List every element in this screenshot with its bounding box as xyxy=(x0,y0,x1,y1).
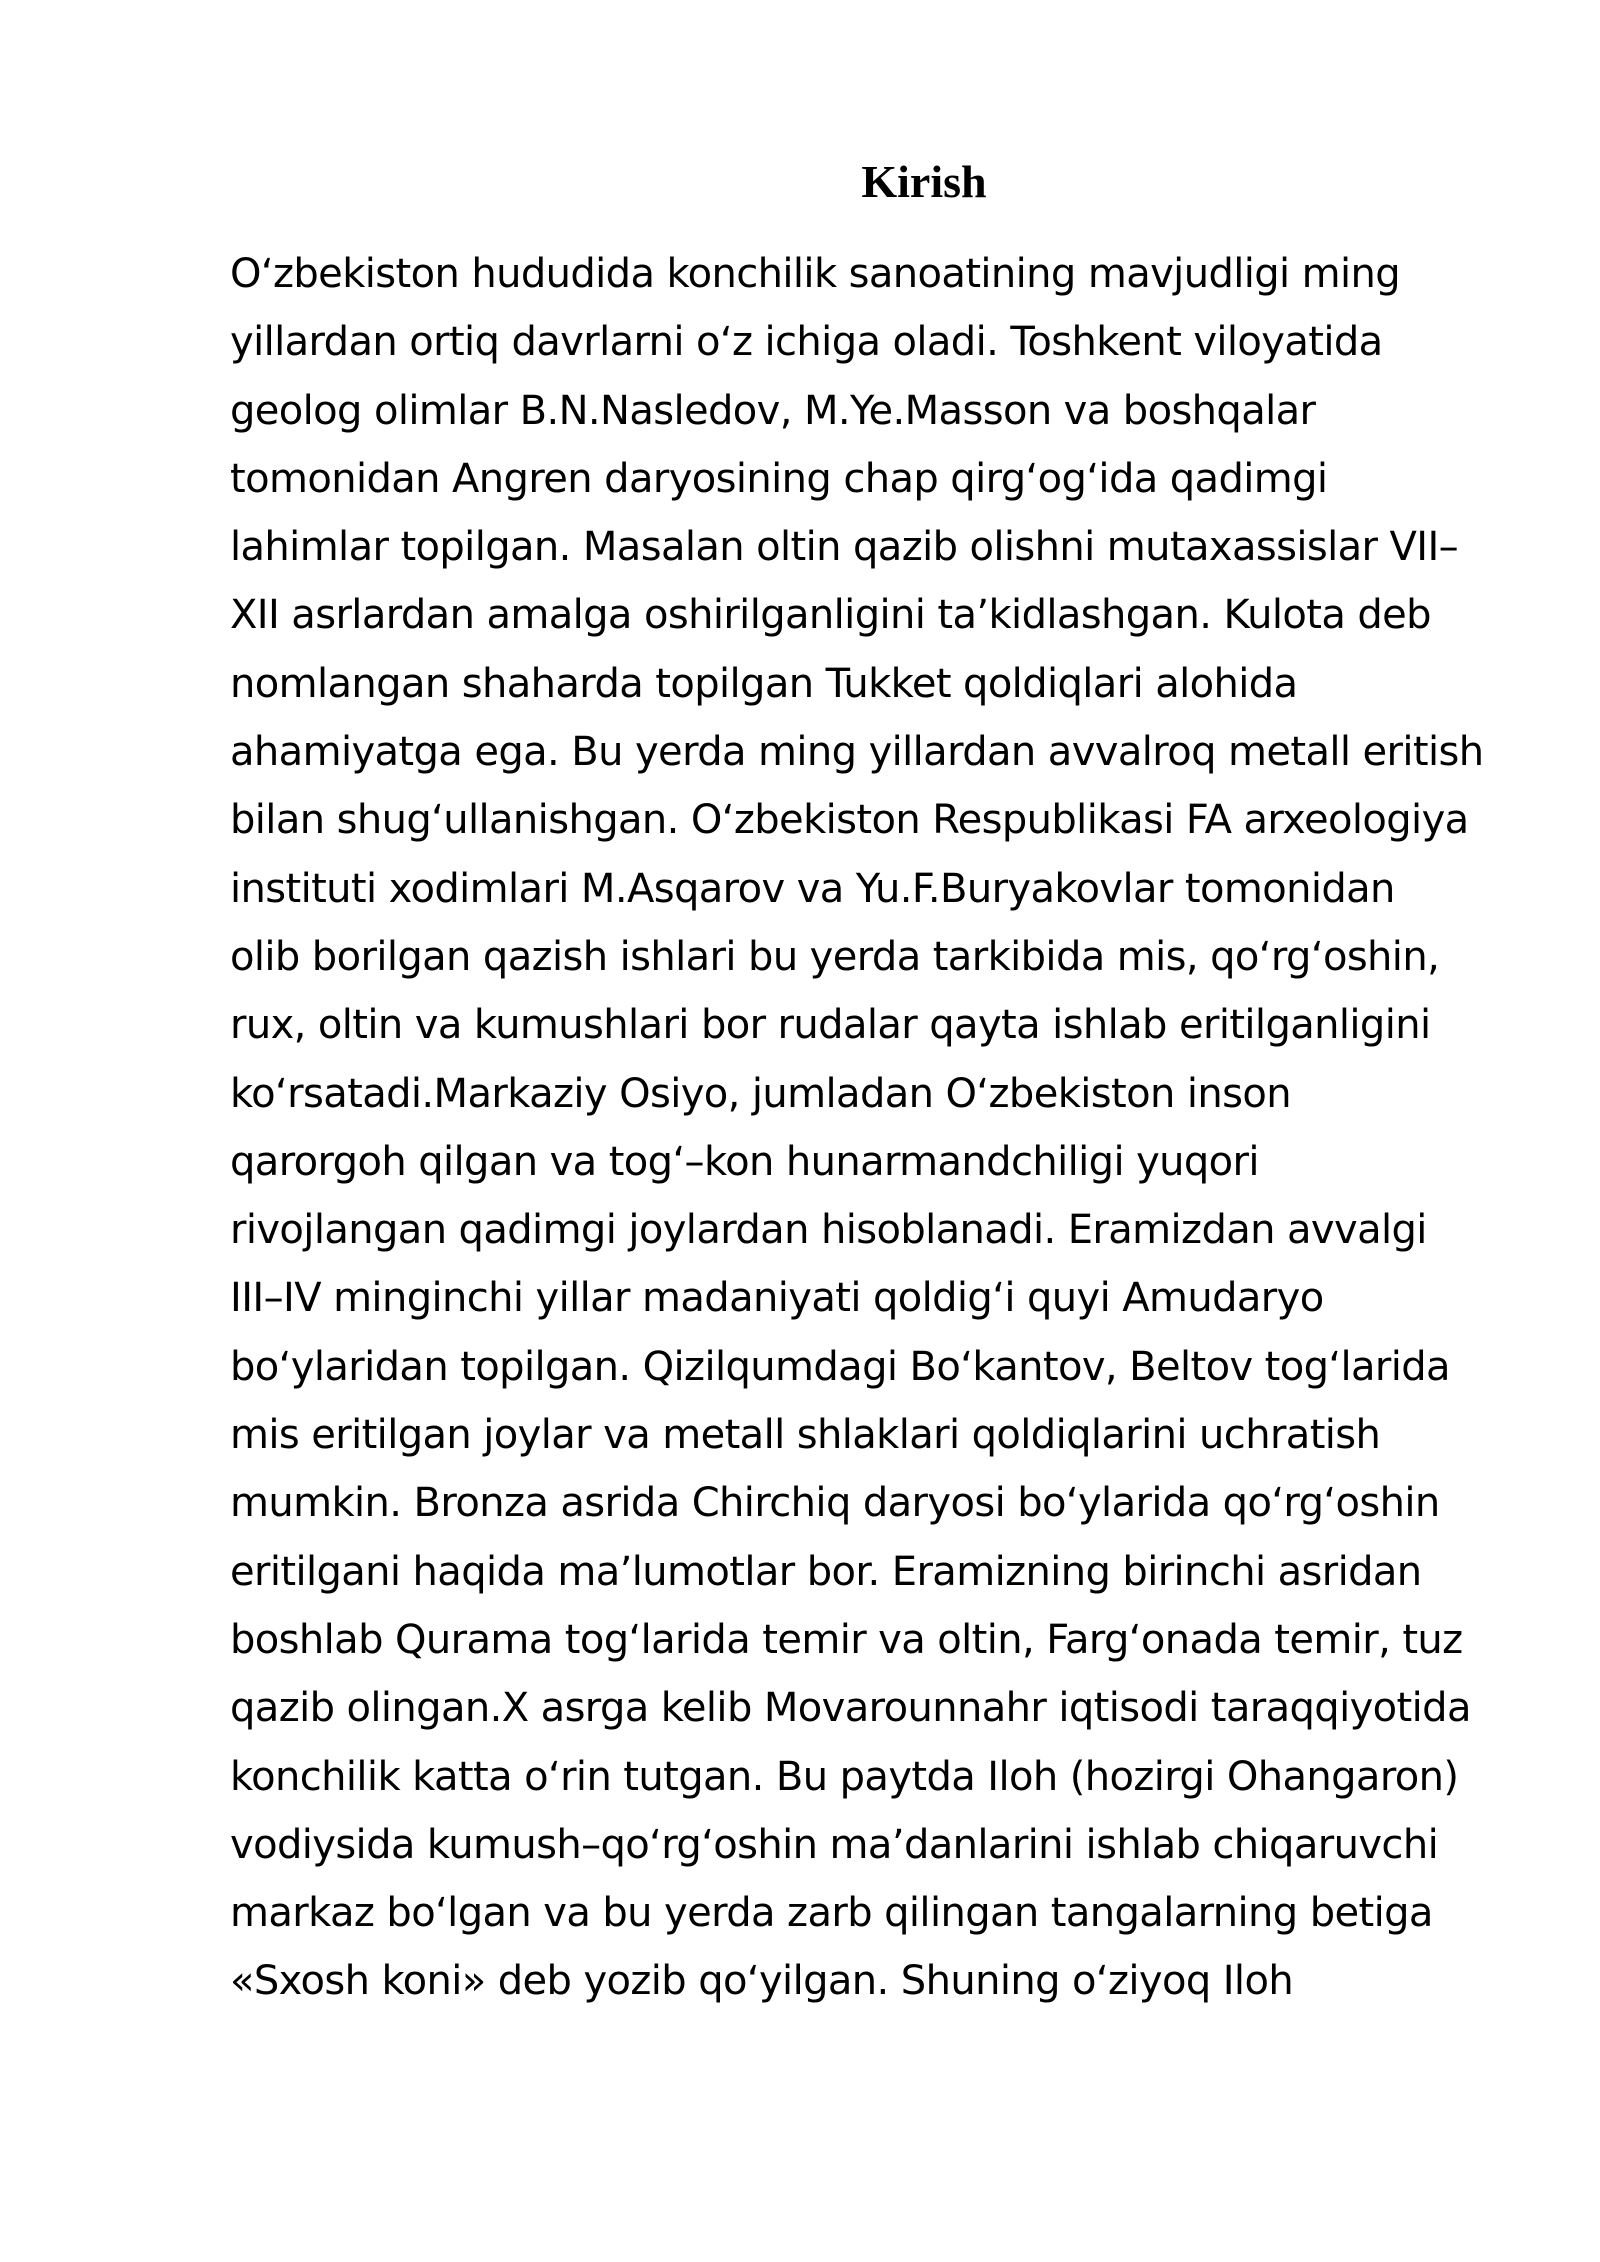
text-line: mumkin. Bronza asrida Chirchiq daryosi bo‘ylarida qo‘rg‘oshin xyxy=(230,1480,1440,1527)
text-line: rux, oltin va kumushlari bor rudalar qayta ishlab eritilganligini xyxy=(230,1002,1431,1049)
text-line: «Sxosh koni» deb yozib qo‘yilgan. Shuning o‘ziyoq Iloh xyxy=(230,1958,1294,2005)
text-line: bilan shug‘ullanishgan. O‘zbekiston Respublikasi FA arxeologiya xyxy=(230,797,1469,844)
text-line: lahimlar topilgan. Masalan oltin qazib olishni mutaxassislar VII– xyxy=(230,524,1459,571)
text-line: nomlangan shaharda topilgan Tukket qoldiqlari alohida xyxy=(230,660,1298,707)
text-line: XII asrlardan amalga oshirilganligini ta’kidlashgan. Kulota deb xyxy=(230,592,1431,639)
text-line: qarorgoh qilgan va tog‘–kon hunarmandchiligi yuqori xyxy=(230,1138,1259,1185)
text-line: ahamiyatga ega. Bu yerda ming yillardan avvalroq metall eritish xyxy=(230,729,1484,776)
text-line: eritilgani haqida ma’lumotlar bor. Eramizning birinchi asridan xyxy=(230,1548,1422,1595)
text-line: instituti xodimlari M.Asqarov va Yu.F.Buryakovlar tomonidan xyxy=(230,865,1395,912)
text-line: konchilik katta o‘rin tutgan. Bu paytda Iloh (hozirgi Ohangaron) xyxy=(230,1753,1459,1800)
text-line: O‘zbekiston hududida konchilik sanoatining mavjudligi ming xyxy=(230,251,1401,297)
text-line: tomonidan Angren daryosining chap qirg‘og‘ida qadimgi xyxy=(230,455,1328,502)
text-line: bo‘ylaridan topilgan. Qizilqumdagi Bo‘kantov, Beltov tog‘larida xyxy=(230,1343,1450,1390)
text-line: olib borilgan qazish ishlari bu yerda tarkibida mis, qo‘rg‘oshin, xyxy=(230,933,1440,980)
text-line: vodiysida kumush–qo‘rg‘oshin ma’danlarini ishlab chiqaruvchi xyxy=(230,1821,1439,1868)
text-line: markaz bo‘lgan va bu yerda zarb qilingan tangalarning betiga xyxy=(230,1890,1433,1937)
text-line: rivojlangan qadimgi joylardan hisoblanadi. Eramizdan avvalgi xyxy=(230,1207,1427,1254)
text-line: boshlab Qurama tog‘larida temir va oltin, Farg‘onada temir, tuz xyxy=(230,1616,1463,1663)
page-title: Kirish xyxy=(861,156,987,207)
text-line: ko‘rsatadi.Markaziy Osiyo, jumladan O‘zbekiston inson xyxy=(230,1070,1291,1117)
text-line: geolog olimlar B.N.Nasledov, M.Ye.Masson va boshqalar xyxy=(230,387,1316,434)
body-paragraph xyxy=(230,240,1510,2016)
text-line: mis eritilgan joylar va metall shlaklari qoldiqlarini uchratish xyxy=(230,1412,1381,1459)
text-line: III–IV minginchi yillar madaniyati qoldig‘i quyi Amudaryo xyxy=(230,1275,1324,1322)
text-line: yillardan ortiq davrlarni o‘z ichiga oladi. Toshkent viloyatida xyxy=(230,319,1383,366)
text-line: qazib olingan.X asrga kelib Movarounnahr iqtisodi taraqqiyotida xyxy=(230,1685,1471,1732)
